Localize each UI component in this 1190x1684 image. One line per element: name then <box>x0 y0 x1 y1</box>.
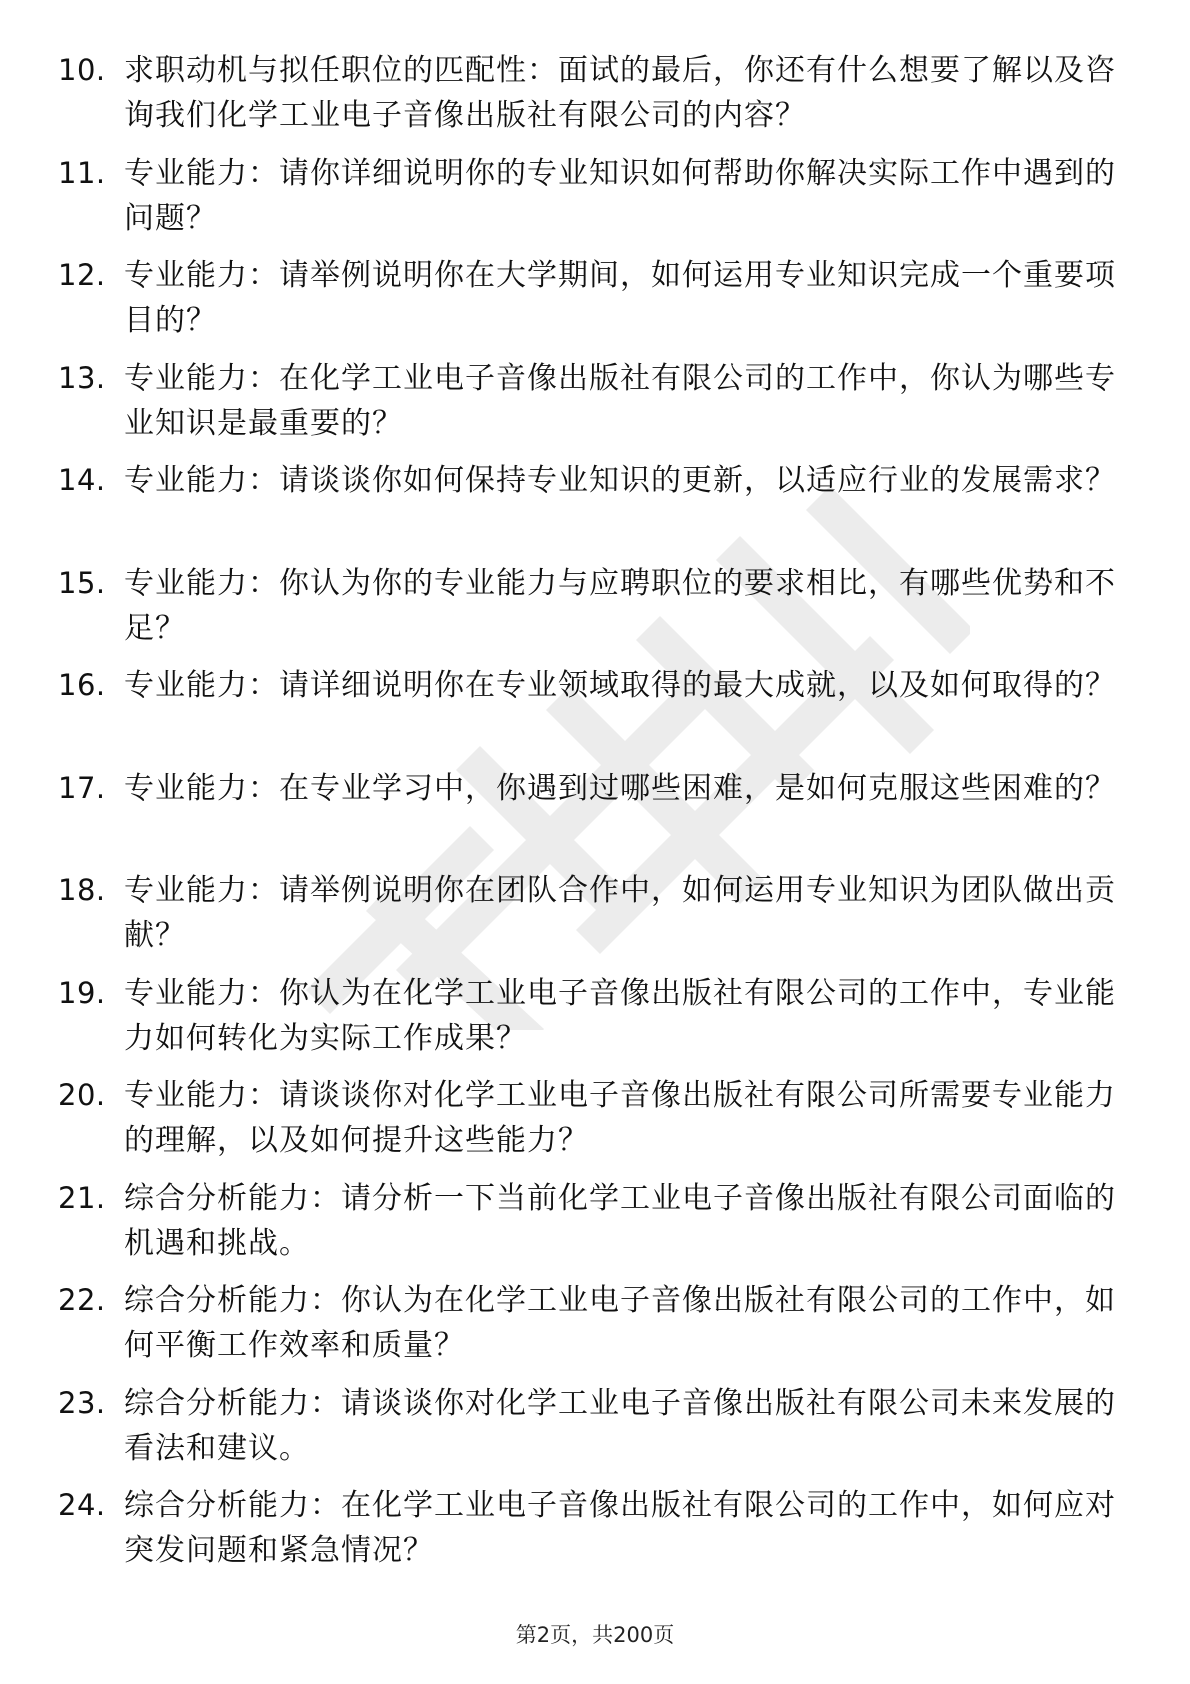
question-text: 综合分析能力：在化学工业电子音像出版社有限公司的工作中，如何应对突发问题和紧急情况？ <box>124 1488 1116 1568</box>
question-text: 专业能力：请谈谈你对化学工业电子音像出版社有限公司所需要专业能力的理解，以及如何提升这些能力？ <box>124 1078 1116 1158</box>
question-text: 综合分析能力：请分析一下当前化学工业电子音像出版社有限公司面临的机遇和挑战。 <box>124 1180 1116 1261</box>
question-text: 专业能力：请谈谈你如何保持专业知识的更新，以适应行业的发展需求？ <box>124 463 1116 498</box>
question-list <box>58 48 1118 1586</box>
question-text: 综合分析能力：你认为在化学工业电子音像出版社有限公司的工作中，如何平衡工作效率和质量？ <box>124 1283 1116 1363</box>
question-number: 13. <box>58 360 106 395</box>
question-number: 11. <box>58 155 106 190</box>
question-number: 10. <box>58 53 106 87</box>
question-number: 16. <box>58 668 106 702</box>
question-item <box>58 1278 1118 1381</box>
question-text: 求职动机与拟任职位的匹配性：面试的最后，你还有什么想要了解以及咨询我们化学工业电子音像出版社有限公司的内容？ <box>124 53 1116 133</box>
question-text: 专业能力：你认为在化学工业电子音像出版社有限公司的工作中，专业能力如何转化为实际工作成果？ <box>124 975 1116 1056</box>
question-item <box>58 48 1118 151</box>
question-number: 21. <box>58 1180 106 1215</box>
question-item <box>58 356 1118 459</box>
question-text: 专业能力：请详细说明你在专业领域取得的最大成就，以及如何取得的？ <box>124 668 1116 703</box>
question-number: 14. <box>58 463 106 497</box>
question-item <box>58 1176 1118 1279</box>
question-text: 专业能力：请举例说明你在团队合作中，如何运用专业知识为团队做出贡献？ <box>124 873 1116 953</box>
page-number-label: 第2页，共200页 <box>515 1623 675 1647</box>
question-text: 专业能力：你认为你的专业能力与应聘职位的要求相比，有哪些优势和不足？ <box>124 565 1116 646</box>
question-number: 15. <box>58 565 106 600</box>
question-number: 20. <box>58 1078 106 1112</box>
question-text: 专业能力：请举例说明你在大学期间，如何运用专业知识完成一个重要项目的？ <box>124 258 1116 338</box>
question-item <box>58 663 1118 766</box>
question-item <box>58 971 1118 1074</box>
question-number: 19. <box>58 975 106 1010</box>
question-text: 专业能力：请你详细说明你的专业知识如何帮助你解决实际工作中遇到的问题？ <box>124 155 1116 236</box>
question-item <box>58 1381 1118 1484</box>
question-number: 23. <box>58 1385 106 1420</box>
question-item <box>58 766 1118 869</box>
question-text: 专业能力：在化学工业电子音像出版社有限公司的工作中，你认为哪些专业知识是最重要的？ <box>124 360 1116 441</box>
question-number: 18. <box>58 873 106 907</box>
page-footer <box>0 1620 1190 1650</box>
question-item <box>58 253 1118 356</box>
question-number: 12. <box>58 258 106 292</box>
question-item <box>58 561 1118 664</box>
question-item <box>58 1483 1118 1586</box>
question-number: 24. <box>58 1488 106 1522</box>
question-number: 22. <box>58 1283 106 1317</box>
question-item <box>58 458 1118 561</box>
question-text: 专业能力：在专业学习中，你遇到过哪些困难，是如何克服这些困难的？ <box>124 770 1116 806</box>
question-number: 17. <box>58 770 106 805</box>
question-item <box>58 868 1118 971</box>
question-item <box>58 1073 1118 1176</box>
question-item <box>58 151 1118 254</box>
question-text: 综合分析能力：请谈谈你对化学工业电子音像出版社有限公司未来发展的看法和建议。 <box>124 1385 1116 1466</box>
